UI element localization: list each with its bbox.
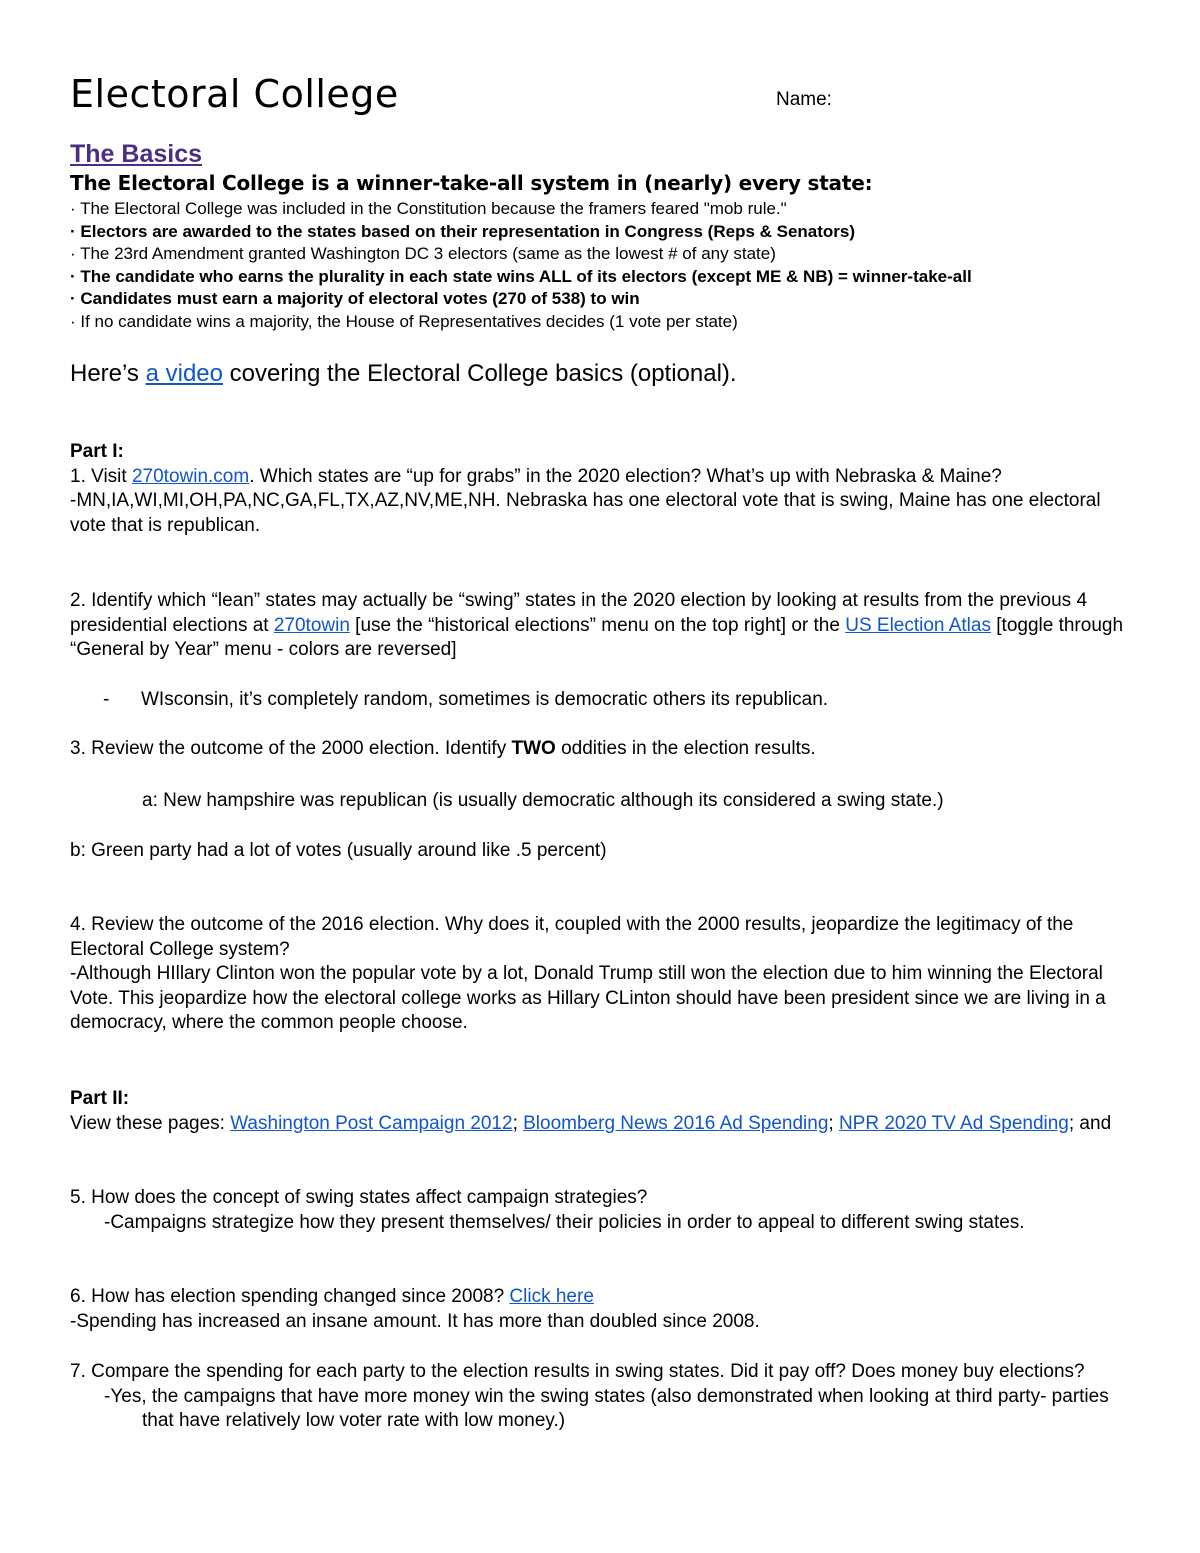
basics-heading: The Basics xyxy=(70,140,203,168)
q3-text-before: 3. Review the outcome of the 2000 election. Identify xyxy=(70,738,512,759)
basics-bullet: · Electors are awarded to the states based on their representation in Congress (Reps & Senators) xyxy=(70,221,856,241)
page-title: Electoral College xyxy=(70,72,399,116)
270towin-link[interactable]: 270towin.com xyxy=(131,465,250,487)
answer-5: -Campaigns strategize how they present themselves/ their policies in order to appeal to different swing states. xyxy=(104,1211,1025,1233)
basics-bullet: · The Electoral College was included in the Constitution because the framers feared "mob rule." xyxy=(70,199,787,218)
video-link[interactable]: a video xyxy=(145,360,223,387)
washington-post-link[interactable]: Washington Post Campaign 2012 xyxy=(230,1112,513,1134)
basics-bullet: · Candidates must earn a majority of electoral votes (270 of 538) to win xyxy=(70,289,640,309)
name-label: Name: xyxy=(776,89,832,110)
basics-subheading: The Electoral College is a winner-take-all system in (nearly) every state: xyxy=(70,171,873,195)
view-pages-line xyxy=(70,1112,1132,1137)
question-3 xyxy=(70,737,1132,762)
us-election-atlas-link[interactable]: US Election Atlas xyxy=(845,614,991,636)
270towin-link-2[interactable]: 270towin xyxy=(273,614,350,636)
part2-section xyxy=(70,1087,1132,1136)
view-text-after: ; and xyxy=(1068,1112,1112,1134)
bloomberg-link[interactable]: Bloomberg News 2016 Ad Spending xyxy=(523,1112,829,1134)
answer-7: -Yes, the campaigns that have more money win the swing states (also demonstrated when looking at third party- parties that have relatively low voter rate with low money.) xyxy=(104,1385,1109,1432)
part1-section xyxy=(70,440,1132,538)
q1-text-after: . Which states are “up for grabs” in the 2020 election? What’s up with Nebraska & Maine? xyxy=(249,465,1002,487)
separator: ; xyxy=(828,1112,839,1134)
q3-emphasis: TWO xyxy=(511,738,556,759)
click-here-link[interactable]: Click here xyxy=(509,1286,594,1307)
basics-bullet-list xyxy=(70,198,972,334)
question-1 xyxy=(70,465,1132,490)
q1-text-before: 1. Visit xyxy=(70,465,132,487)
q2-text-before: 2. Identify which “lean” states may actually be “swing” states in the 2020 election by looking at results from the previous 4 presidential elections at xyxy=(70,590,1088,636)
q6-line xyxy=(70,1285,1132,1310)
q4-text: 4. Review the outcome of the 2016 election. Why does it, coupled with the 2000 results, jeopardize the legitimacy of the Electoral College system? xyxy=(70,914,1074,960)
q5-text: 5. How does the concept of swing states affect campaign strategies? xyxy=(70,1187,648,1208)
question-2 xyxy=(70,589,1132,663)
video-text-after: covering the Electoral College basics (optional). xyxy=(222,360,737,387)
answer-2-text: WIsconsin, it’s completely random, sometimes is democratic others its republican. xyxy=(141,689,829,710)
document-page xyxy=(70,0,1132,1432)
separator: ; xyxy=(512,1112,524,1134)
basics-bullet: · The candidate who earns the plurality in each state wins ALL of its electors (except ME & NB) = winner-take-all xyxy=(70,266,972,286)
q7-text: 7. Compare the spending for each party to the election results in swing states. Did it pay off? Does money buy elections? xyxy=(70,1361,1085,1382)
question-7 xyxy=(70,1360,1132,1434)
q2-text-middle: [use the “historical elections” menu on the top right] or the xyxy=(349,614,846,636)
q6-text: 6. How has election spending changed since 2008? xyxy=(70,1286,510,1307)
video-text-before: Here’s xyxy=(70,360,146,387)
answer-4: -Although HIllary Clinton won the popular vote by a lot, Donald Trump still won the election due to him winning the Electoral Vote. This jeopardize how the electoral college works as Hillary CLinton should have been president since we are living in a democracy, where the common people choose. xyxy=(70,963,1106,1034)
part2-heading: Part II: xyxy=(70,1088,130,1109)
q2-text-after: [toggle through “General by Year” menu - colors are reversed] xyxy=(70,614,1124,661)
npr-link[interactable]: NPR 2020 TV Ad Spending xyxy=(838,1112,1069,1134)
question-4 xyxy=(70,913,1132,1036)
answer-3b: b: Green party had a lot of votes (usually around like .5 percent) xyxy=(70,840,607,861)
answer-2 xyxy=(70,688,1132,713)
dash-marker: - xyxy=(103,689,110,710)
answer-6: -Spending has increased an insane amount. It has more than doubled since 2008. xyxy=(70,1310,760,1332)
basics-bullet: · If no candidate wins a majority, the House of Representatives decides (1 vote per state) xyxy=(70,311,738,331)
answer-1: -MN,IA,WI,MI,OH,PA,NC,GA,FL,TX,AZ,NV,ME,NH. Nebraska has one electoral vote that is swing, Maine has one electoral vote that is republican. xyxy=(70,490,1101,536)
question-5 xyxy=(70,1186,1132,1235)
part1-heading: Part I: xyxy=(70,441,124,462)
answer-3a: a: New hampshire was republican (is usually democratic although its considered a swing state.) xyxy=(142,790,944,811)
video-line xyxy=(70,360,737,388)
basics-bullet: · The 23rd Amendment granted Washington DC 3 electors (same as the lowest # of any state) xyxy=(70,244,776,264)
view-text-before: View these pages: xyxy=(70,1112,231,1134)
question-6 xyxy=(70,1285,1132,1334)
q3-text-after: oddities in the election results. xyxy=(555,738,816,759)
